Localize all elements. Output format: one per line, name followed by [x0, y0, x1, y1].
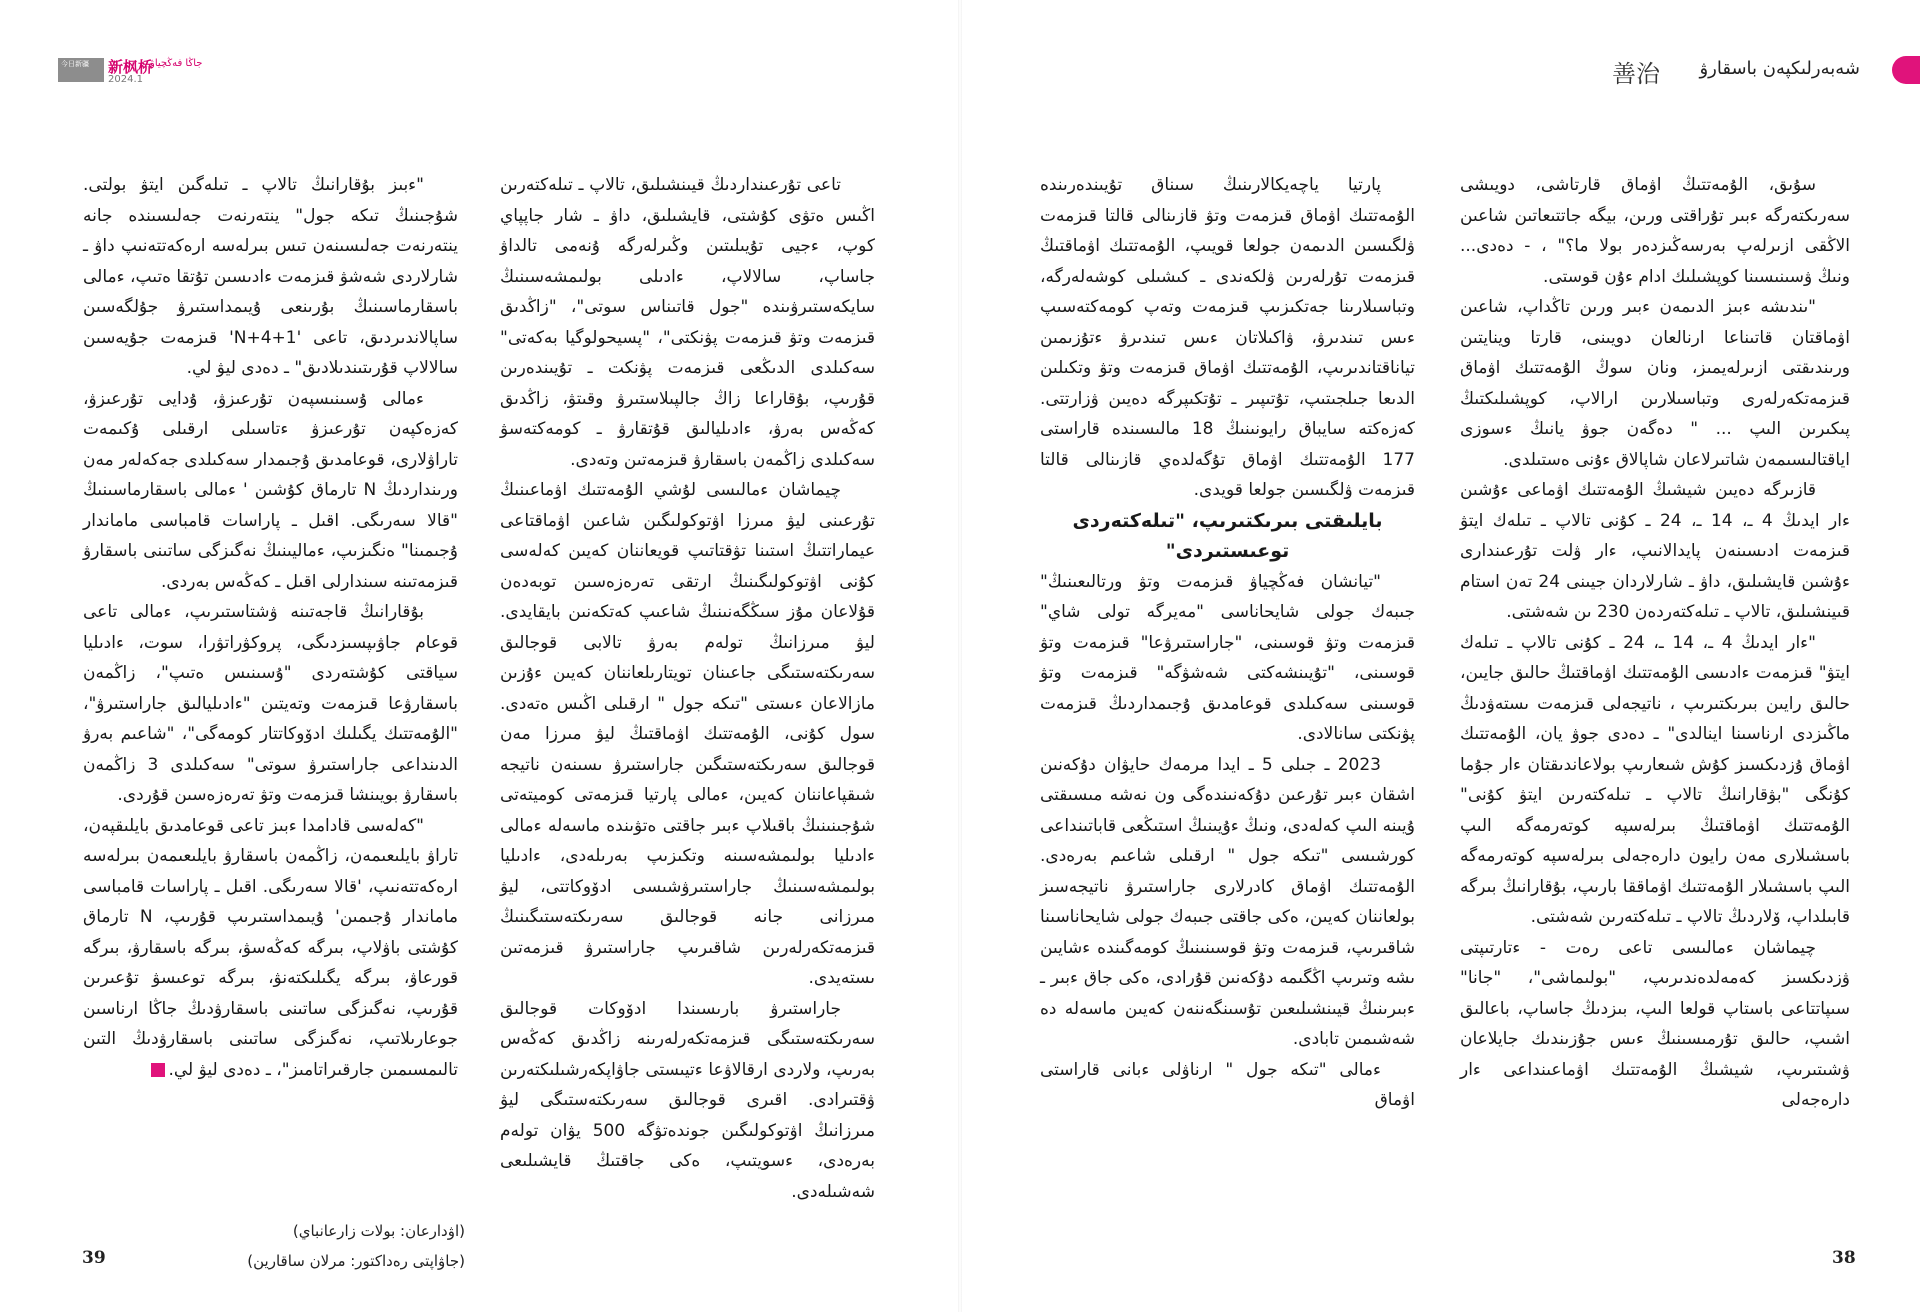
magazine-name: 新枫桥 — [108, 58, 154, 76]
paragraph: "ىندىشە ءبىز الدىمەن ءبىر ورىن تاڭداپ، شاعىن اۋماقتان قاتىناعا ارنالعان دويىنى، قارتا وينايتىن ورىندىقتى ازىرلەيمىز، ونان سوڭ الۇمەتتىك اۋماق قىزمەتكەرلەرى وتباسىلارىن ارالاپ، كوپشىلىكتىڭ پىكىرىن الىپ ... " دەگەن جوۋ يانىڭ ءسوزى اياقتالىسىمەن شاتىرلاعان شاپالاق ءۇنى ەستىلدى. — [1460, 297, 1850, 470]
paragraph: ءمالى ۇسىنىسپەن تۇرعىزۋ، ۇدايى تۇرعىزۋ، كەزەكپەن تۇرعىزۋ ءتاسىلى ارقىلى ۇكىمەت تاراۋلارى، قوعامدىق ۇجىمدار سەكىلدى جەكەلەر مەن ورىنداردىڭ N تارماق كۇشىن ' ءمالى باسقارماسىنىڭ "قالا سەرىگى. اقىل ـ پاراسات قامباسى ماماندار ۇجىمىنا" ەنگىزىپ، ءماليىنىڭ نەگىزگى ساتىنى باسقارۋ قىزمەتىنە سىندارلى اقىل ـ كەڭەس بەردى. — [83, 388, 459, 592]
magazine-issue: 2024.1 — [108, 74, 143, 85]
paragraph: چيماشان ءمالىسى تاعى رەت - ءتارتىپتى ۋزدىكسىز كەمەلدەندىرىپ، "بولىماشى"، "جانا" سىپاتتاعى باستاپ قولعا الىپ، بىزدىڭ جاساپ، باعالىق اشىپ، حالىق تۇرمىسىنىڭ ءىس جۇزىندىك جايلاعان ۋشىتىرىپ، شيشىڭ الۇمەتتىك اۋماعىنداعى ءار دارەجەلى — [1460, 937, 1850, 1110]
magazine-logo: 今日新疆 — [58, 58, 104, 82]
editor-credit: (جاۋاپتى رەداكتور: مرلان ساقارين) — [247, 1252, 465, 1270]
paragraph: چيماشان ءمالىسى لۇشي الۇمەتتىك اۋماعىنىڭ تۇرعىنى ليۋ مىرزا اۋتوكولىگىن شاعىن اۋماقتاعى عيماراتتىڭ استىنا تۋقتاتىپ قويعاننان كەيىن كەلەسى كۇنى اۋتوكولىگىنىڭ ارتقى تەرەزەسىن توبەدەن قۇلاعان مۇز سىڭگەنىنىڭ شاعىپ كەتكەنىن بايقايدى. ليۋ مىرزانىڭ تولەم بەرۋ تالابى قوجالىق سەرىكتەستىگى جاعىنان تويتارىلعاننان كەيىن ءۇزىن مازالاعان ءىستى "تىكە جول " ارقىلى اڭىس ەتەدى. سول كۇنى، الۇمەتتىك اۋماقتىڭ ليۋ مىرزا مەن قوجالىق سەرىكتەستىگىن جاراستىرۋ ىسىنەن ناتيجە شىقپاعاننان كەيىن، ءمالى پارتيا قىزمەتى كوميتەتى شۇجىنىنىڭ باقىلاپ ءبىر جاقتى ەتۋىندە ماسەلە ءمالى ءادىليا بولىمشەسىنە وتكىزىپ بەرىلەدى، ءادىليا بولىمشەسىنىڭ جاراستىرۋشىسى ادۆوكاتتى، ليۋ مىرزانى جانە قوجالىق سەرىكتەستىگىنىڭ قىزمەتكەرلەرىن شاقىرىپ جاراستىرۋ قىزمەتىن ىستەيدى. — [500, 480, 875, 988]
paragraph: قازىرگە دەيىن شيشىڭ الۇمەتتىك اۋماعى ءۇشىن ءار ايدىڭ 4 ـ، 14 ـ، 24 ـ كۇنى تالاپ ـ تىلەك ايتۋ قىزمەت ادىسىنەن پايدالانىپ، ءار ۋلت تۇرعىندارى ءۇشىن قايشىلىق، داۋ ـ شارلاردان جيىنى 24 تەن استام قىينشىلىق، تالاپ ـ تىلەكتەردەن 230 ىن شەشتى. — [1460, 480, 1850, 622]
page-number-right: 38 — [1832, 1248, 1856, 1268]
paragraph: "تيانشان فەڭچياۋ قىزمەت وتۋ ورتالىعىنىڭ" جىبەك جولى شايحاناسى "مەيرگە تولى شاي" قىزمەت وتۋ قوسىنى، "جاراستىرۋعا" قىزمەت وتۋ قوسىنى، "تۇيىنشەكتى شەشۋگە" قىزمەت وتۋ قوسىنى سەكىلدى قوعامدىق ۇجىمداردىڭ قىزمەت پۋنكتى سانالادى. — [1040, 571, 1415, 744]
end-mark-icon: ل — [151, 1063, 165, 1077]
paragraph: ءمالى "تىكە جول " ارناۋلى ءبانى قاراستى اۋماق — [1040, 1059, 1415, 1110]
column-right-inner — [1040, 170, 1415, 1116]
column-left-outer — [83, 170, 458, 1085]
paragraph: پارتيا ياچەيكالارىنىڭ سىناق تۇيىندەرىندە الۇمەتتىك اۋماق قىزمەت وتۋ قازىنالى قالتا قىزمەت ۋلگىسىن الدىمەن جولعا قويىپ، الۇمەتتىك اۋماقتىڭ قىزمەت تۇرلەرىن ۋلكەندى ـ كىشىلى كوشەلەرگە، وتباسىلارىنا جەتكىزىپ قىزمەت وتەپ كومەكتەسىپ ءىس تىندىرۋ، ۋاكىلاتان ءىس تىندىرۋ ءتۇزىمىن تياناقتاندىرىپ، الۇمەتتىك اۋماق قىزمەت وتۋ وتكىلىن الدىعا جىلجىتىپ، تۇتىپىر ـ تۇتكىپرگە دەيىن ۋزارتتى. كەزەكتە سايباق رايونىنىڭ 18 مالىسىندە قاراستى 177 الۇمەتتىك اۋماق تۇگەلدەي قازىنالى قالتا قىزمەت ۋلگىسىن جولعا قويدى. — [1040, 175, 1415, 500]
section-mark: 善治 — [1612, 60, 1660, 88]
magazine-subtitle: جاڭا فەڭچياۋ — [150, 58, 203, 69]
page-number-left: 39 — [82, 1248, 106, 1268]
paragraph: جاراستىرۋ بارىسىندا ادۆوكات قوجالىق سەرىكتەستىگى قىزمەتكەرلەرىنە زاڭدىق كەڭەس بەرىپ، ولاردى ارقالاۋعا ءتيىستى جاۋاپكەرشىلىكتەرىن ۋقتىرادى. اقىرى قوجالىق سەرىكتەستىگى ليۋ مىرزانىڭ اۋتوكولىگىن جوندەتۋگە 500 يۋان تولەم بەرەدى، ءسويتىپ، ەكى جاقتىڭ قايشىلىعى شەشىلەدى. — [500, 998, 875, 1202]
paragraph: تاعى تۇرعىنداردىڭ قيىنشىلىق، تالاپ ـ تىلەكتەرىن اڭىس ەتۋى كۇشتى، قايشىلىق، داۋ ـ شار جاپپاي كوپ، ءجيى تۇيىلىتىن وڭىرلەرگە ۇنەمى تالداۋ جاساپ، سالالاپ، ءادىلى بولىمشەسىنىڭ سايكەستىرۋىندە "جول قاتىناس سوتى"، "زاڭدىق قىزمەت وتۋ قىزمەت پۋنكتى"، "پسيحولوگيا بەكەتى" سەكىلدى الدىڭعى قىزمەت پۋنكت ـ تۇيىندەرىن قۇرىپ، بۇقاراعا زاڭ جالپىلاستىرۋ وقىتۋ، زاڭدىق كەڭەس بەرۋ، ءادىليالىق قۇتقارۋ ـ كومەكتەسۋ سەكىلدى زاڭمەن باسقارۋ قىزمەتىن وتەدى. — [500, 175, 875, 470]
paragraph-text: "كەلەسى قادامدا ءبىز تاعى قوعامدىق بايلىقپەن، تاراۋ بايلىعىمەن، زاڭمەن باسقارۋ بايلىعىمەن بىرلەسە ارەكەتتەنىپ، 'قالا سەرىگى. اقىل ـ پاراسات قامباسى ماماندار ۇجىمىن' ۇيىمداستىرىپ قۇرىپ، N تارماق كۇشتى باۋلاپ، بىرگە كەڭەسۋ، بىرگە باسقارۋ، بىرگە قورعاۋ، بىرگە يگىلىكتەنۋ، بىرگە توعىسۋ تۇعىرىن قۇرىپ، نەگىزگى ساتىنى باسقارۋدىڭ جاڭا ارناسىن جوعارىلاتىپ، نەگىزگى ساتىنى باسقارۋدىڭ التىن تالىمسىمىن جارقىراتامىز"، ـ دەدى ليۋ لي. — [83, 815, 459, 1080]
paragraph: بۇقارانىڭ قاجەتىنە ۋشتاستىرىپ، ءمالى تاعى قوعام جاۋىپسىزدىگى، پروكۋراتۋرا، سوت، ءادىليا سياقتى كۇشتەردى "ۇسىنىس ەتىپ"، زاڭمەن باسقارۋعا قىزمەت وتەيتىن "ءادىليالىق جاراستىرۋ"، "الۇمەتتىك يگىلىك ادۆوكاتتار كومەگى"، "شاعىم بەرۋ الدىنداعى جاراستىرۋ سوتى" سەكىلدى 3 زاڭمەن باسقارۋ بويىنشا قىزمەت وتۋ تەرەزەسىن قۇردى. — [83, 602, 459, 805]
paragraph: "ءار ايدىڭ 4 ـ، 14 ـ، 24 ـ كۇنى تالاپ ـ تىلەك ايتۋ" قىزمەت ءادىسى الۇمەتتىك اۋماقتىڭ حالىق جايىن، حالىق رايىن بىرىكتىرىپ ، ناتيجەلى قىزمەت ىستەۋدىڭ ماڭىزدى ارناسىنا اينالدى" ـ دەدى جوۋ يان، الۇمەتتىك اۋماق ۇزدىكسىز كۇش شىعارىپ بولاعاندىقتان ءار جۇما كۇنگى "بۋقارانىڭ تالاپ ـ تىلەكتەرىن ايتۋ كۇنى" الۇمەتتىك اۋماقتىڭ بىرلەسپە كوتەرمەگە الىپ باسشىلارى مەن رايون دارەجەلى بىرلەسپە كوتەرمەگە الىپ باسشىلار الۇمەتتىك اۋماققا بارىپ، بۇقارانىڭ بىرگە قابىلداپ، ۆلاردىڭ تالاپ ـ تىلەكتەرىن شەشتى. — [1460, 632, 1850, 927]
paragraph: سۇىق، الۇمەتتىڭ اۋماق قارتاشى، دويىشى سەرىكتەرگە ءبىر تۇراقتى ورىن، بيگە جاتتىعاتىن شاعىن الاڭقى ازىرلەپ بەرسەڭىزدەر بولا ما؟" ، - دەدى... ونىڭ ۋسىنىسىنا كوپشىلىك ادام ءۇن قوستى. — [1460, 175, 1850, 287]
section-title: شەبەرلىكپەن باسقارۋ — [1699, 58, 1860, 79]
subheading: بايلىقتى بىرىكتىرىپ، "تىلەكتەردى توعىستىردى" — [1072, 509, 1383, 562]
column-left-inner — [500, 170, 875, 1207]
section-tab-icon — [1892, 56, 1920, 84]
paragraph — [83, 811, 458, 1086]
translator-credit: (اۋدارعان: بولات زارعانباي) — [292, 1222, 465, 1240]
paragraph: "ءبىز بۇقارانىڭ تالاپ ـ تىلەگىن ايتۋ بولتى. شۇجىنىڭ تىكە جول" ينتەرنەت جەلىسىندە جانە ينتەرنەت جەلىسىنەن تىس بىرلەسە ارەكەتتەنىپ داۋ ـ شارلاردى شەشۋ قىزمەت ءادىسىن تۇتقا ەتىپ، ءمالى باسقارماسىنىڭ بۇرىنعى ۇيىمداستىرۋ جۇلگەسىن ساپالاندىردىق، تاعى 'N+4+1' قىزمەت جۇيەسىن سالالاپ قۇرىتىندىلادىق" ـ دەدى ليۋ لي. — [83, 175, 459, 378]
paragraph: 2023 ـ جىلى 5 ـ ايدا مرمەك حايۋان دۇكەنىن اشقان ءبىر تۇرعىن دۇكەنىندەگى ون نەشە مىسىقتى ۇيىنە الىپ كەلەدى، ونىڭ ءۇيىنىڭ استىڭعى قاباتىنداعى كورشىسى "تىكە جول " ارقىلى شاعىم بەرەدى. الۇمەتتىك اۋماق كادرلارى جاراستىرۋ ناتيجەسىز بولعاننان كەيىن، ەكى جاقتى جىبەك جولى شايحاناسىنا شاقىرىپ، قىزمەت وتۋ قوسىنىنىڭ كومەگىندە ءشايىن ىشە وتىرىپ اڭگىمە دۇكەنىن قۇرادى، ەكى جاق ءبىر ـ ءبىرىنىڭ قيىنشىلىعىن تۇسىنگەننەن كەيىن ماسەلە دە شەشىمىن تابادى. — [1040, 754, 1415, 1049]
credits — [225, 1216, 465, 1276]
column-right-outer — [1460, 170, 1850, 1116]
